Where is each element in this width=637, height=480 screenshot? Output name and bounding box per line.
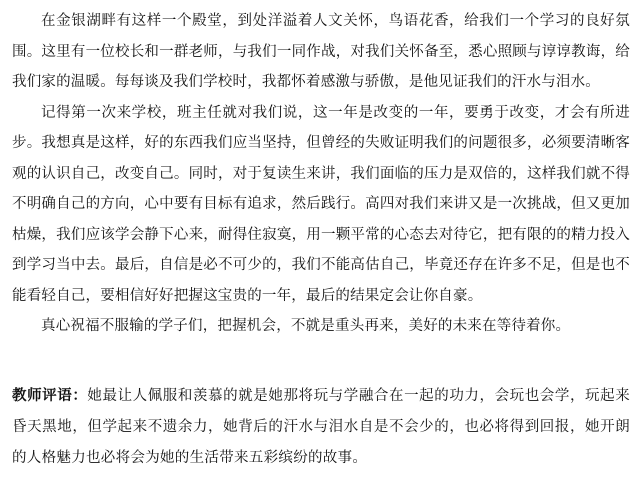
essay-paragraph-3: 真心祝福不服输的学子们，把握机会，不就是重头再来，美好的未来在等待着你。: [41, 318, 571, 334]
essay-paragraph-1: 在金银湖畔有这样一个殿堂，到处洋溢着人文关怀，鸟语花香，给我们一个学习的良好氛围。这里有一位校长和一群老师，与我们一同作战，对我们关怀备至，悉心照顾与谆谆教诲，给我们家的温暖。每每谈及我们学校时，我都怀着感激与骄傲，是他见证我们的汗水与泪水。: [12, 13, 630, 90]
teacher-comment-label: 教师评语：: [12, 388, 88, 404]
essay-paragraph-2: 记得第一次来学校，班主任就对我们说，这一年是改变的一年，要勇于改变，才会有所进步。我想真是这样，好的东西我们应当坚持，但曾经的失败证明我们的问题很多，必须要清晰客观的认识自己，改变自己。同时，对于复读生来讲，我们面临的压力是双倍的，这样我们就不得不明确自己的方向，心中要有目标有追求，然后践行。高四对我们来讲又是一次挑战，但又更加枯燥，我们应该学会静下心来，耐得住寂寞，用一颗平常的心态去对待它，把有限的的精力投入到学习当中去。最后，自信是必不可少的，我们不能高估自己，毕竟还存在许多不足，但是也不能看轻自己，要相信好好把握这宝贵的一年，最后的结果定会让你自豪。: [12, 104, 630, 304]
teacher-comment: [12, 381, 630, 474]
teacher-comment-text: 她最让人佩服和羡慕的就是她那将玩与学融合在一起的功力，会玩也会学，玩起来昏天黑地，但学起来不遗余力，她背后的汗水与泪水自是不会少的，也必将得到回报，她开朗的人格魅力也必将会为她的生活带来五彩缤纷的故事。: [12, 388, 631, 466]
essay-body: [12, 6, 630, 342]
